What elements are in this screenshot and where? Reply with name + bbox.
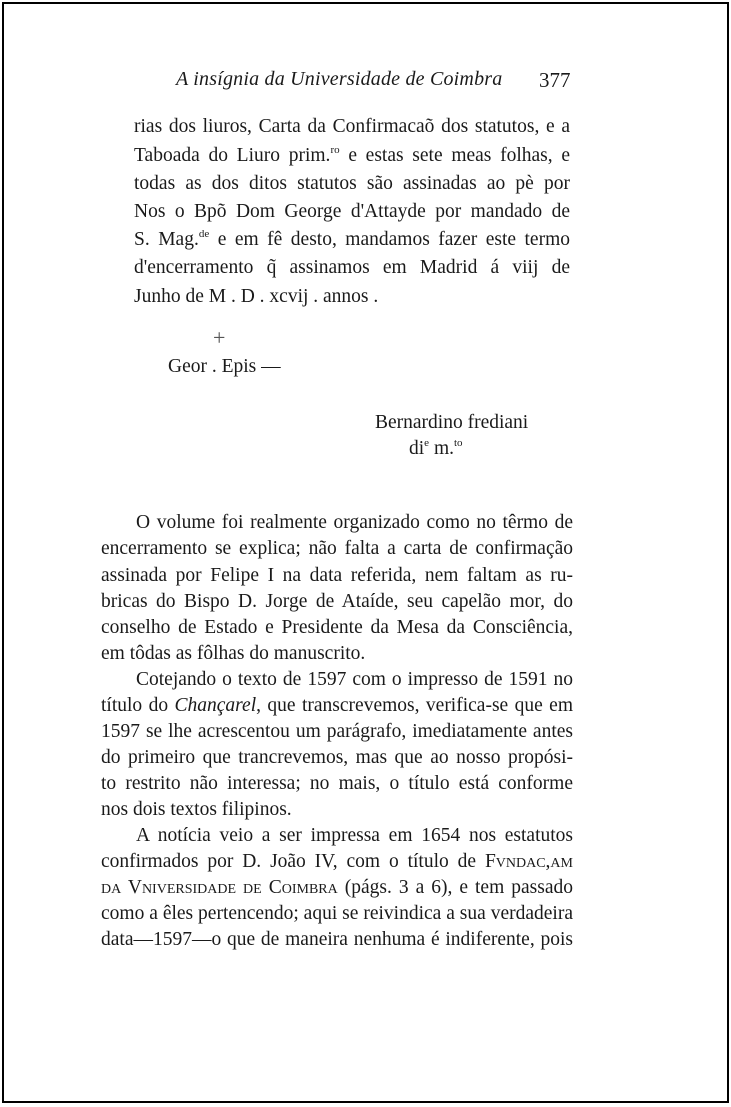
- body-line: confirmados por D. João IV, com o título de Fvndac,am: [101, 851, 573, 872]
- document-line: Taboada do Liuro prim.$^{ro}$ e estas sete meas folhas, e: [134, 144, 570, 166]
- body-line: A notícia veio a ser impressa em 1654 nos estatutos: [136, 825, 573, 846]
- body-line: to restrito não interessa; no mais, o título está conforme: [101, 773, 573, 794]
- running-title: A insígnia da Universidade de Coimbra: [176, 68, 503, 90]
- body-line: Cotejando o texto de 1597 com o impresso de 1591 no: [136, 669, 573, 690]
- body-line: título do Chançarel, que transcrevemos, verifica-se que em: [101, 695, 574, 716]
- signature-bernardino: Bernardino frediani: [375, 412, 529, 433]
- book-page: [2, 2, 729, 1103]
- document-line: todas as dos ditos statutos são assinadas ao pè por: [134, 173, 570, 194]
- body-line: data—1597—o que de maneira nenhuma é indiferente, pois: [101, 929, 573, 950]
- document-line: S. Mag.$^{de}$ e em fê desto, mandamos fazer este termo: [134, 228, 570, 250]
- body-line: em tôdas as fôlhas do manuscrito.: [101, 643, 366, 664]
- signature-die: $di^e$ m.$^{to}$: [409, 437, 463, 459]
- page-header: [4, 66, 727, 96]
- body-line: O volume foi realmente organizado como no têrmo de: [136, 512, 573, 533]
- body-line: do primeiro que trancrevemos, mas que ao nosso propósi-: [101, 747, 573, 768]
- signature-geor: Geor . Epis —: [168, 356, 281, 377]
- body-line: nos dois textos filipinos.: [101, 799, 292, 820]
- cross-mark: +: [213, 325, 226, 350]
- document-line: Nos o Bpõ Dom George d'Attayde por mandado de: [134, 201, 570, 222]
- document-line: Junho de M . D . xcvij . annos .: [134, 286, 379, 307]
- document-line: d'encerramento q̃ assinamos em Madrid á viij de: [134, 257, 570, 278]
- body-line: 1597 se lhe acrescentou um parágrafo, imediatamente antes: [101, 721, 573, 742]
- body-line: da Vniversidade de Coimbra (págs. 3 a 6), e tem passado: [101, 877, 573, 898]
- document-line: rias dos liuros, Carta da Confirmacaõ dos statutos, e a: [134, 116, 570, 137]
- body-line: bricas do Bispo D. Jorge de Ataíde, seu capelão mor, do: [101, 591, 573, 612]
- body-line: encerramento se explica; não falta a carta de confirmação: [101, 538, 573, 559]
- page-number: 377: [539, 68, 571, 92]
- body-line: como a êles pertencendo; aqui se reivindica a sua verdadeira: [101, 903, 573, 924]
- body-line: conselho de Estado e Presidente da Mesa da Consciência,: [101, 617, 573, 638]
- body-line: assinada por Felipe I na data referida, nem faltam as ru-: [101, 565, 573, 586]
